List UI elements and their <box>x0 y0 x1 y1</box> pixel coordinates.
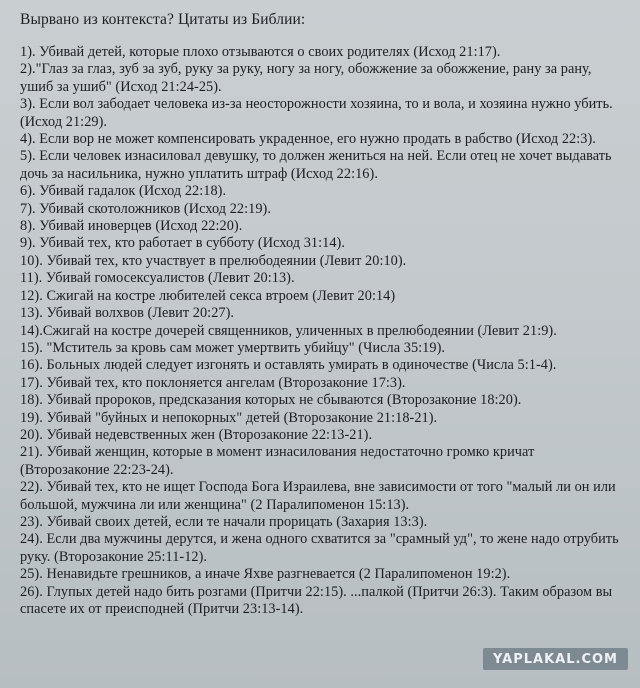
quote-item: 14).Сжигай на костре дочерей священников, уличенных в прелюбодеянии (Левит 21:9). <box>20 322 557 339</box>
quote-item: 11). Убивай гомосексуалистов (Левит 20:13). <box>20 270 295 287</box>
quote-item: 17). Убивай тех, кто поклоняется ангелам (Второзаконие 17:3). <box>20 374 406 391</box>
quote-item: 13). Убивай волхвов (Левит 20:27). <box>20 305 235 322</box>
quote-item: 23). Убивай своих детей, если те начали прорицать (Захария 13:3). <box>20 513 428 530</box>
quote-item: 26). Глупых детей надо бить розгами (Притчи 22:15). ...палкой (Притчи 26:3). Таким образом вы спасете их от преисподней (Притчи 23:13-14). <box>20 583 613 617</box>
quote-list <box>6 44 632 618</box>
quote-item: 21). Убивай женщин, которые в момент изнасилования недостаточно громко кричат (Второзаконие 22:23-24). <box>20 444 535 478</box>
quote-item: 18). Убивай пророков, предсказания которых не сбываются (Второзаконие 18:20). <box>20 392 522 409</box>
quote-item: 10). Убивай тех, кто участвует в прелюбодеянии (Левит 20:10). <box>20 252 407 269</box>
quote-item: 9). Убивай тех, кто работает в субботу (Исход 31:14). <box>20 235 345 252</box>
quote-item: 22). Убивай тех, кто не ищет Господа Бога Израилева, вне зависимости от того "малый ли он или большой, мужчина ли или женщина" (2 Паралипоменон 15:13). <box>20 479 616 513</box>
quote-item: 15). "Мститель за кровь сам может умертвить убийцу" (Числа 35:19). <box>20 339 446 356</box>
quote-item: 19). Убивай "буйных и непокорных" детей (Второзаконие 21:18-21). <box>20 409 438 426</box>
quote-item: 12). Сжигай на костре любителей секса втроем (Левит 20:14) <box>20 287 396 304</box>
quote-item: 4). Если вор не может компенсировать украденное, его нужно продать в рабство (Исход 22:3). <box>20 131 596 148</box>
quote-item: 1). Убивай детей, которые плохо отзываются о своих родителях (Исход 21:17). <box>20 44 501 60</box>
quote-item: 7). Убивай скотоложников (Исход 22:19). <box>20 200 271 217</box>
quote-item: 20). Убивай недевственных жен (Второзаконие 22:13-21). <box>20 426 373 443</box>
quote-item: 3). Если вол забодает человека из-за неосторожности хозяина, то и вола, и хозяина нужно убить. (Исход 21:29). <box>20 96 613 130</box>
quote-item: 25). Ненавидьте грешников, а иначе Яхве разгневается (2 Паралипоменон 19:2). <box>20 566 511 583</box>
quote-item: 5). Если человек изнасиловал девушку, то должен жениться на ней. Если отец не хочет выдавать дочь за насильника, нужно уплатить штраф (Исход 22:16). <box>20 148 612 182</box>
page-title: Вырвано из контекста? Цитаты из Библии: <box>20 11 306 28</box>
quote-item: 24). Если два мужчины дерутся, и жена одного схватится за "срамный уд", то жене надо отрубить руку. (Второзаконие 25:11-12). <box>20 531 619 565</box>
quote-item: 16). Больных людей следует изгонять и оставлять умирать в одиночестве (Числа 5:1-4). <box>20 357 557 374</box>
printed-page <box>6 10 632 618</box>
watermark-label: YAPLAKAL.COM <box>483 648 628 670</box>
quote-item: 8). Убивай иноверцев (Исход 22:20). <box>20 218 243 235</box>
quote-item: 6). Убивай гадалок (Исход 22:18). <box>20 183 227 200</box>
quote-item: 2)."Глаз за глаз, зуб за зуб, руку за руку, ногу за ногу, обожжение за обожжение, рану за рану, ушиб за ушиб" (Исход 21:24-25). <box>20 61 592 95</box>
